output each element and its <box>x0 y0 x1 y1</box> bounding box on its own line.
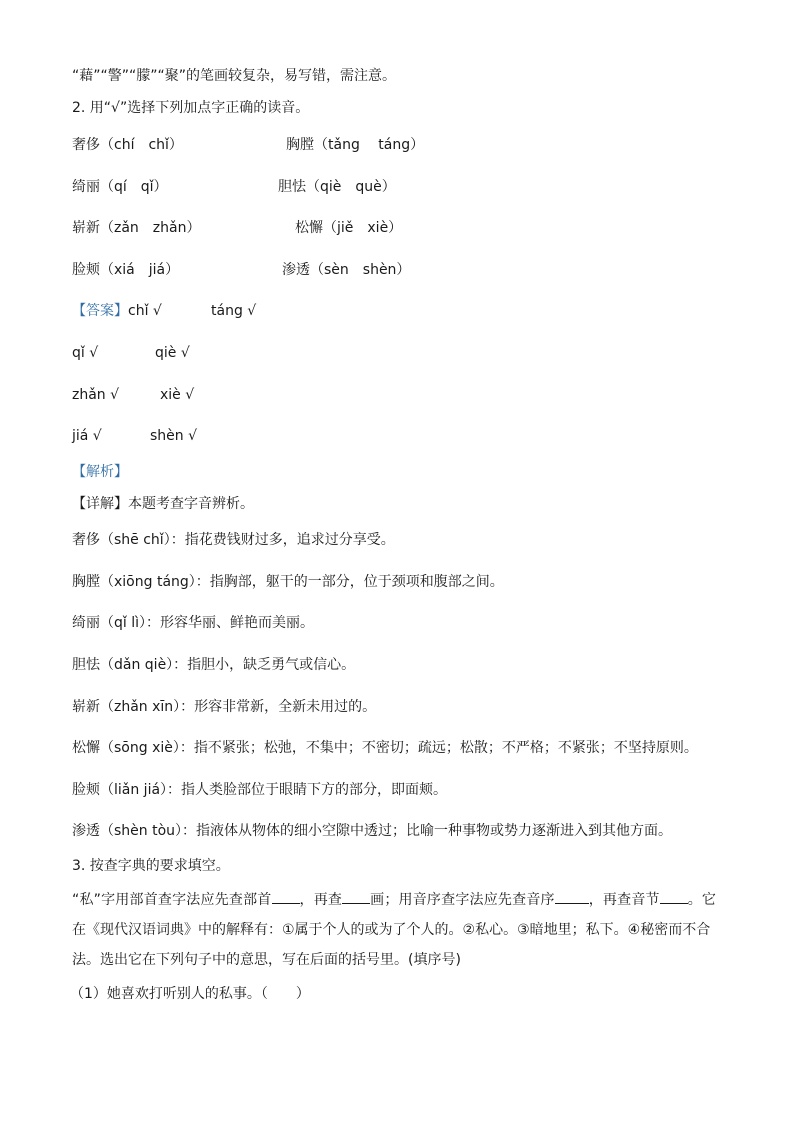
question-3-prompt: 3. 按查字典的要求填空。 <box>72 858 230 874</box>
explanation-line: 脸颊（liǎn jiá）：指人类脸部位于眼睛下方的部分，即面颊。 <box>72 782 448 798</box>
answer-value: táng √ <box>211 303 257 319</box>
answer-value: qǐ √ <box>72 345 99 361</box>
answer-blank[interactable] <box>660 889 688 904</box>
answer-value: chǐ √ <box>128 303 162 319</box>
pinyin-option-left: 绮丽（qí qǐ） <box>72 179 168 195</box>
explanation-line: 胸膛（xiōng táng）：指胸部，躯干的一部分，位于颈项和腹部之间。 <box>72 574 504 590</box>
answer-value: xiè √ <box>160 387 195 403</box>
question-3-line2: 在《现代汉语词典》中的解释有：①属于个人的或为了个人的。②私心。③暗地里；私下。④秘密而不合 <box>72 922 711 938</box>
text-segment: ，再查音节 <box>588 892 660 908</box>
pinyin-option-left: 脸颊（xiá jiá） <box>72 262 180 278</box>
note-line: “藉”“警”“朦”“聚”的笔画较复杂，易写错，需注意。 <box>72 68 397 84</box>
question-3-line3: 法。选出它在下列句子中的意思，写在后面的括号里。(填序号) <box>72 952 461 968</box>
question-2-prompt: 2. 用“√”选择下列加点字正确的读音。 <box>72 100 310 116</box>
answer-value: shèn √ <box>150 428 198 444</box>
explanation-line: 绮丽（qǐ lì）：形容华丽、鲜艳而美丽。 <box>72 615 315 631</box>
pinyin-option-right: 胸膛（tǎng táng） <box>286 137 425 153</box>
answer-value: jiá √ <box>72 428 102 444</box>
pinyin-option-right: 松懈（jiě xiè） <box>295 220 403 236</box>
analysis-tag: 【解析】 <box>72 464 128 480</box>
text-segment: ，再查 <box>299 892 343 908</box>
pinyin-option-right: 渗透（sèn shèn） <box>282 262 411 278</box>
explanation-line: 渗透（shèn tòu）：指液体从物体的细小空隙中透过；比喻一种事物或势力逐渐进入到其他方面。 <box>72 823 673 839</box>
pinyin-option-left: 崭新（zǎn zhǎn） <box>72 220 201 236</box>
explanation-line: 胆怯（dǎn qiè）：指胆小，缺乏勇气或信心。 <box>72 657 356 673</box>
answer-value: zhǎn √ <box>72 387 120 403</box>
text-segment: “私”字用部首查字法应先查部首 <box>72 892 272 908</box>
answer-blank[interactable] <box>272 889 300 904</box>
explanation-line: 松懈（sōng xiè）：指不紧张；松弛，不集中；不密切；疏远；松散；不严格；不紧张；不坚持原则。 <box>72 740 698 756</box>
answer-blank[interactable] <box>555 889 589 904</box>
answer-tag: 【答案】 <box>72 303 128 319</box>
question-3-line1 <box>72 889 716 910</box>
explanation-line: 崭新（zhǎn xīn）：形容非常新，全新未用过的。 <box>72 699 377 715</box>
explanation-line: 奢侈（shē chǐ）：指花费钱财过多，追求过分享受。 <box>72 532 395 548</box>
answer-row <box>72 301 162 321</box>
answer-value: qiè √ <box>155 345 190 361</box>
answer-blank[interactable] <box>342 889 370 904</box>
text-segment: 。它 <box>687 892 717 908</box>
pinyin-option-right: 胆怯（qiè què） <box>278 179 396 195</box>
sub-question-1: （1）她喜欢打听别人的私事。（ ） <box>70 986 310 1002</box>
pinyin-option-left: 奢侈（chí chǐ） <box>72 137 183 153</box>
detail-line: 【详解】本题考查字音辨析。 <box>72 496 254 512</box>
text-segment: 画；用音序查字法应先查音序 <box>370 892 555 908</box>
